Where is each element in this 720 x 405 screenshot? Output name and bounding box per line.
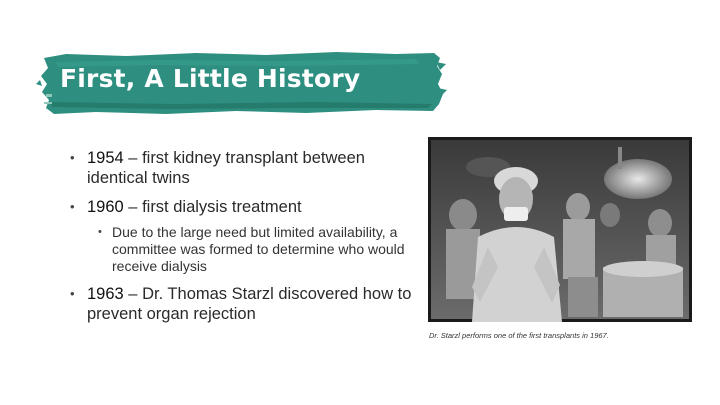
bullet-1960 [70,197,420,217]
bullet-list [70,148,420,333]
bullet-year: 1963 [87,285,124,303]
slide-title: First, A Little History [60,64,361,93]
bullet-text: – first dialysis treatment [123,198,302,216]
bullet-text: – first kidney transplant between identical twins [87,149,365,187]
title-banner [36,44,448,122]
photo-caption: Dr. Starzl performs one of the first transplants in 1967. [429,331,609,340]
bullet-year: 1954 [87,149,124,167]
historical-photo [428,137,692,322]
bullet-year: 1960 [87,198,124,216]
bullet-1954 [70,148,420,188]
sub-bullet-dialysis: • Due to the large need but limited availability, a committee was formed to determine who would receive dialysis [98,224,420,275]
bullet-text: – Dr. Thomas Starzl discovered how to prevent organ rejection [87,285,412,323]
surgeon-photo-image [428,137,692,322]
bullet-1963 [70,284,420,324]
